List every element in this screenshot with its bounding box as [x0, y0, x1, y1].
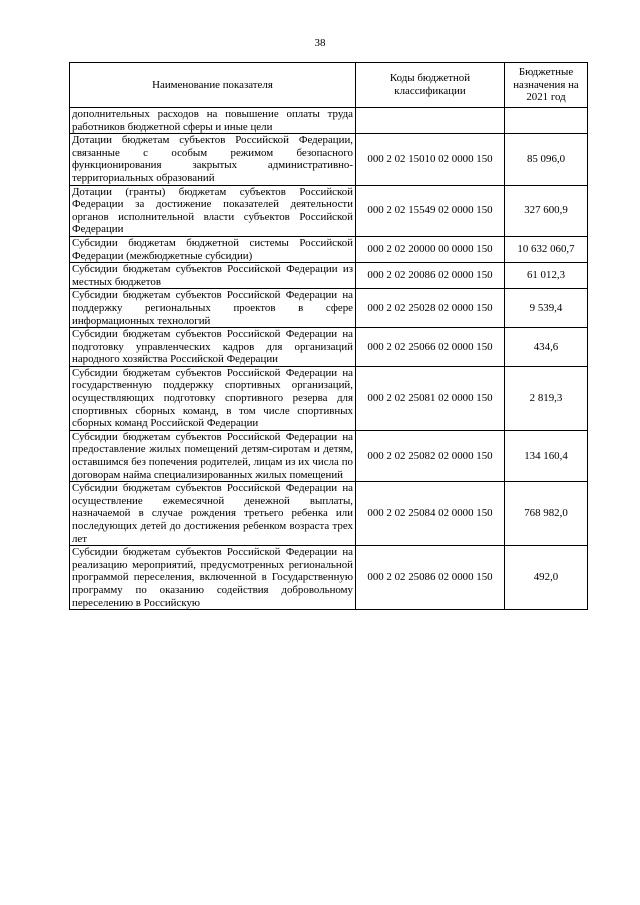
- row-amount: 85 096,0: [505, 134, 588, 185]
- row-name: Субсидии бюджетам субъектов Российской Федерации из местных бюджетов: [70, 263, 356, 289]
- row-amount: 327 600,9: [505, 185, 588, 236]
- row-name: Субсидии бюджетам субъектов Российской Федерации на подготовку управленческих кадров для организаций народного хозяйства Российской Федерации: [70, 328, 356, 367]
- row-amount: 61 012,3: [505, 263, 588, 289]
- row-code: 000 2 02 25028 02 0000 150: [356, 289, 505, 328]
- row-name: Дотации бюджетам субъектов Российской Федерации, связанные с особым режимом безопасного функционирования закрытых административно-территориальных образований: [70, 134, 356, 185]
- header-code: Коды бюджетной классификации: [356, 63, 505, 108]
- row-amount: 768 982,0: [505, 482, 588, 546]
- table-row: [70, 263, 588, 289]
- table-row: [70, 482, 588, 546]
- row-code: 000 2 02 25066 02 0000 150: [356, 328, 505, 367]
- row-name: Субсидии бюджетам субъектов Российской Федерации на реализацию мероприятий, предусмотренных региональной программой переселения, включенной в Государственную программу по оказанию содействия добровольному переселению в Российскую: [70, 546, 356, 610]
- page-number: 38: [314, 37, 326, 49]
- table-row: [70, 430, 588, 481]
- table-row: [70, 289, 588, 328]
- row-amount: 434,6: [505, 328, 588, 367]
- row-amount: 9 539,4: [505, 289, 588, 328]
- row-code: 000 2 02 15549 02 0000 150: [356, 185, 505, 236]
- header-name: Наименование показателя: [70, 63, 356, 108]
- table-row: [70, 134, 588, 185]
- row-amount: 2 819,3: [505, 366, 588, 430]
- row-name: Субсидии бюджетам субъектов Российской Федерации на осуществление ежемесячной денежной выплаты, назначаемой в случае рождения третьего ребенка или последующих детей до достижения ребенком возраста трех лет: [70, 482, 356, 546]
- row-amount: 10 632 060,7: [505, 236, 588, 262]
- row-name: Дотации (гранты) бюджетам субъектов Российской Федерации за достижение показателей деятельности органов исполнительной власти субъектов Российской Федерации: [70, 185, 356, 236]
- row-code: 000 2 02 25082 02 0000 150: [356, 430, 505, 481]
- row-name: Субсидии бюджетам субъектов Российской Федерации на государственную поддержку спортивных организаций, осуществляющих подготовку спортивного резерва для спортивных сборных команд, в том числе спортивных сборных команд Российской Федерации: [70, 366, 356, 430]
- table-row: [70, 546, 588, 610]
- table-row: [70, 236, 588, 262]
- table-row: [70, 366, 588, 430]
- row-code: 000 2 02 25086 02 0000 150: [356, 546, 505, 610]
- row-amount: [505, 108, 588, 134]
- table-row: [70, 185, 588, 236]
- row-code: 000 2 02 25084 02 0000 150: [356, 482, 505, 546]
- table-header-row: [70, 63, 588, 108]
- header-amount: Бюджетные назначения на 2021 год: [505, 63, 588, 108]
- row-amount: 134 160,4: [505, 430, 588, 481]
- row-code: 000 2 02 20000 00 0000 150: [356, 236, 505, 262]
- table-row: [70, 108, 588, 134]
- row-name: Субсидии бюджетам субъектов Российской Федерации на поддержку региональных проектов в сфере информационных технологий: [70, 289, 356, 328]
- row-name: дополнительных расходов на повышение оплаты труда работников бюджетной сферы и иные цели: [70, 108, 356, 134]
- row-code: 000 2 02 15010 02 0000 150: [356, 134, 505, 185]
- row-code: 000 2 02 25081 02 0000 150: [356, 366, 505, 430]
- row-amount: 492,0: [505, 546, 588, 610]
- row-name: Субсидии бюджетам бюджетной системы Российской Федерации (межбюджетные субсидии): [70, 236, 356, 262]
- row-code: [356, 108, 505, 134]
- row-code: 000 2 02 20086 02 0000 150: [356, 263, 505, 289]
- budget-table: [69, 62, 588, 610]
- table-row: [70, 328, 588, 367]
- row-name: Субсидии бюджетам субъектов Российской Федерации на предоставление жилых помещений детям-сиротам и детям, оставшимся без попечения родителей, лицам из их числа по договорам найма специализированных жилых помещений: [70, 430, 356, 481]
